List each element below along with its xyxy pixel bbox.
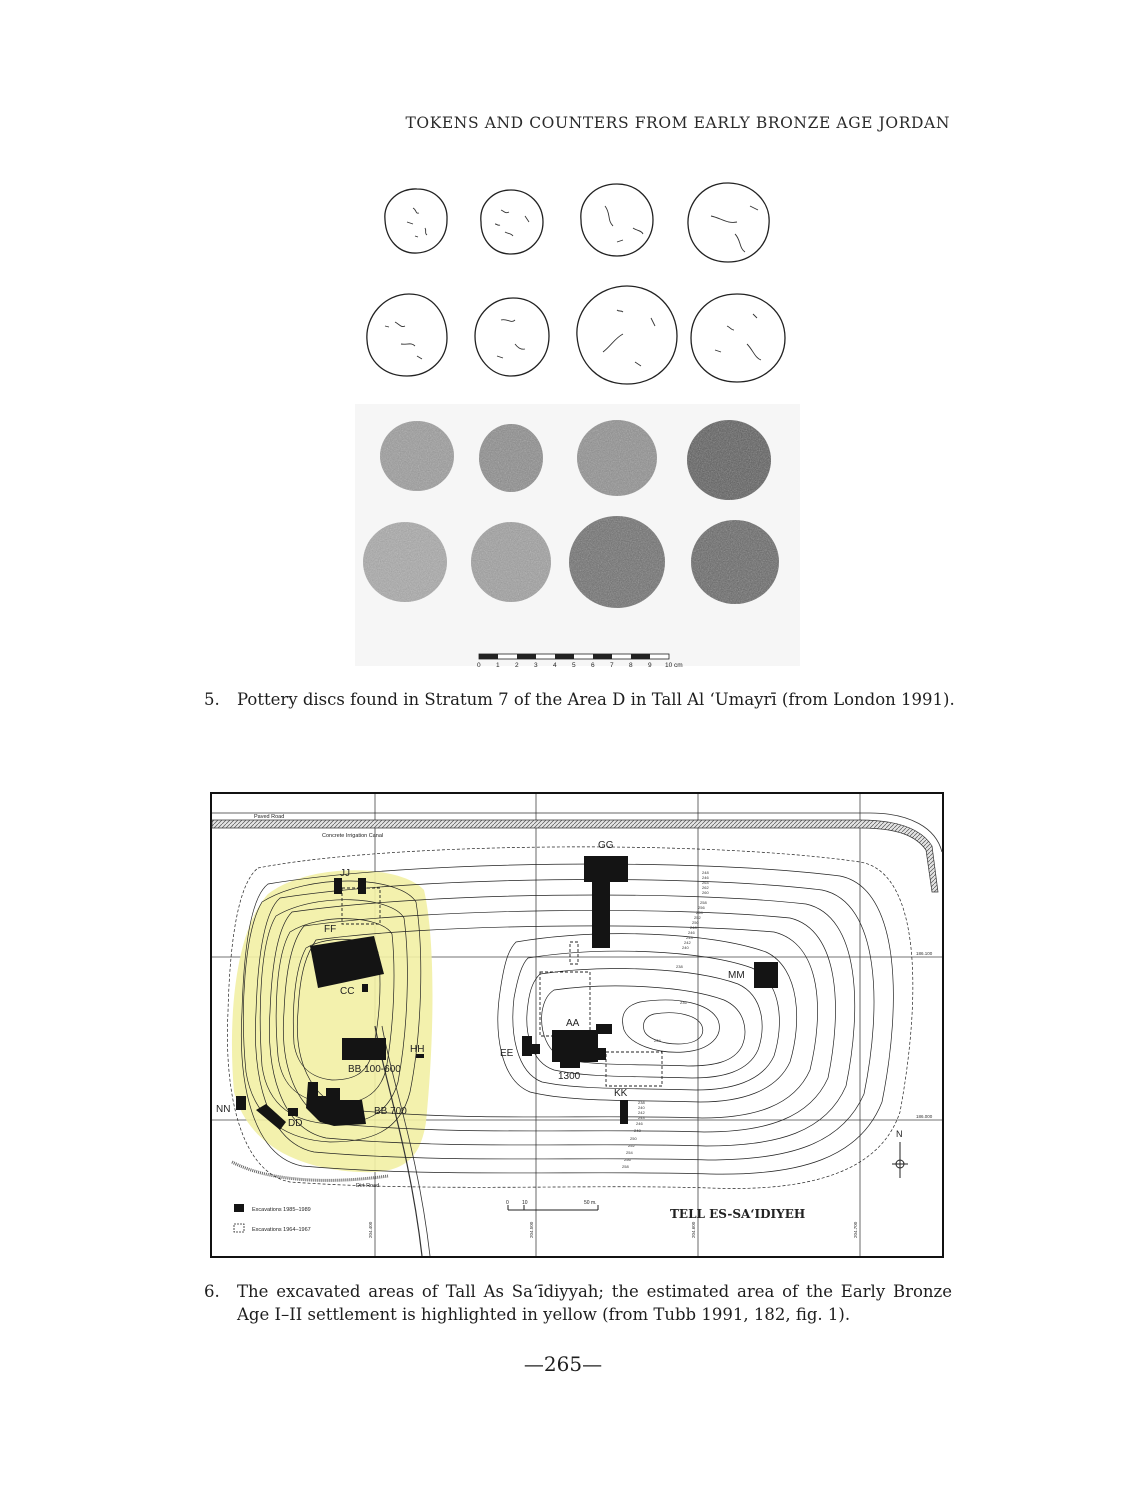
svg-text:250: 250	[630, 1136, 637, 1141]
scale-tick-label: 7	[610, 662, 614, 669]
svg-text:186.100: 186.100	[916, 951, 933, 956]
svg-text:204.700: 204.700	[853, 1221, 858, 1238]
scale-tick-label: 6	[591, 662, 595, 669]
figure-5-pottery-discs	[355, 176, 800, 676]
area-label-1300: 1300	[558, 1071, 581, 1082]
area-label-bb-700: BB 700	[374, 1106, 407, 1117]
road-label: Concrete Irrigation Canal	[322, 833, 384, 839]
svg-text:204.500: 204.500	[529, 1221, 534, 1238]
pottery-discs-illustration	[355, 176, 800, 676]
scale-tick-label: 3	[534, 662, 538, 669]
svg-text:254: 254	[696, 910, 703, 915]
area-label-nn: NN	[216, 1104, 231, 1115]
svg-text:260: 260	[702, 890, 709, 895]
svg-text:256: 256	[624, 1157, 631, 1162]
figure-6-caption	[204, 1280, 952, 1326]
svg-text:50 m.: 50 m.	[584, 1200, 597, 1206]
disc-drawing	[385, 189, 447, 253]
svg-text:252: 252	[694, 915, 701, 920]
svg-text:236: 236	[680, 1000, 687, 1005]
svg-text:248: 248	[690, 925, 697, 930]
caption-text: The excavated areas of Tall As Sa‘īdiyyah; the estimated area of the Early Bronze Age I–II settlement is highlighted in yellow (from Tubb 1991, 182, fig. 1).	[237, 1282, 952, 1324]
svg-text:246: 246	[688, 930, 695, 935]
disc-surface-marks	[385, 206, 761, 366]
legend-label: Excavations 1985–1989	[252, 1207, 311, 1213]
area-label-ff: FF	[324, 924, 337, 935]
disc-drawing	[367, 294, 447, 376]
svg-text:238: 238	[676, 964, 683, 969]
svg-text:254: 254	[626, 1150, 633, 1155]
svg-text:244: 244	[686, 935, 693, 940]
svg-text:242: 242	[684, 940, 691, 945]
svg-text:186.000: 186.000	[916, 1114, 933, 1119]
caption-text: Pottery discs found in Stratum 7 of the Area D in Tall Al ‘Umayrī (from London 1991).	[237, 690, 955, 709]
svg-text:248: 248	[702, 870, 709, 875]
area-label-gg: GG	[598, 840, 614, 851]
svg-text:264: 264	[702, 880, 709, 885]
legend-label: Excavations 1964–1967	[252, 1227, 311, 1233]
svg-text:248: 248	[634, 1128, 641, 1133]
svg-text:246: 246	[702, 875, 709, 880]
scale-tick-label: 1	[496, 662, 500, 669]
svg-text:256: 256	[698, 905, 705, 910]
site-title: TELL ES-SA‘IDIYEH	[670, 1207, 806, 1221]
svg-text:258: 258	[622, 1164, 629, 1169]
disc-drawing	[577, 286, 677, 384]
svg-text:246: 246	[636, 1121, 643, 1126]
svg-text:0: 0	[506, 1200, 509, 1206]
figure-5-caption	[204, 688, 964, 711]
svg-text:238: 238	[638, 1100, 645, 1105]
north-label: N	[896, 1129, 903, 1139]
svg-text:262: 262	[702, 885, 709, 890]
svg-text:258: 258	[700, 900, 707, 905]
svg-text:242: 242	[638, 1110, 645, 1115]
road-label: Dirt Road	[356, 1183, 380, 1189]
area-label-jj: JJ	[340, 868, 350, 879]
disc-drawing	[688, 183, 769, 262]
area-label-dd: DD	[288, 1118, 303, 1129]
caption-number: 5.	[204, 690, 220, 709]
disc-drawing	[581, 184, 653, 256]
area-label-bb-100-600: BB 100-600	[348, 1064, 401, 1075]
svg-text:240: 240	[638, 1105, 645, 1110]
disc-drawing	[691, 294, 785, 382]
area-label-kk: KK	[614, 1088, 628, 1099]
area-label-cc: CC	[340, 986, 355, 997]
running-head: TOKENS AND COUNTERS FROM EARLY BRONZE AGE JORDAN	[405, 114, 950, 132]
disc-drawings	[367, 183, 785, 384]
svg-text:244: 244	[638, 1115, 645, 1120]
site-plan-map	[210, 792, 944, 1258]
area-label-hh: HH	[410, 1044, 425, 1055]
page-number: —265—	[523, 1352, 603, 1376]
disc-drawing	[481, 190, 543, 254]
scale-tick-label: 8	[629, 662, 633, 669]
road-label: Paved Road	[254, 814, 285, 820]
area-label-mm: MM	[728, 970, 745, 981]
scale-tick-label: 0	[477, 662, 481, 669]
caption-number: 6.	[204, 1282, 220, 1301]
svg-text:204.400: 204.400	[368, 1221, 373, 1238]
area-label-aa: AA	[566, 1018, 580, 1029]
scale-tick-label: 4	[553, 662, 557, 669]
svg-text:234: 234	[654, 1038, 661, 1043]
disc-drawing	[475, 298, 549, 376]
svg-text:250: 250	[692, 920, 699, 925]
scale-tick-label: 9	[648, 662, 652, 669]
scale-tick-label: 2	[515, 662, 519, 669]
scale-tick-label: 10 cm	[665, 662, 683, 669]
svg-text:10: 10	[522, 1200, 528, 1206]
figure-6-site-plan	[210, 792, 944, 1258]
svg-text:252: 252	[628, 1143, 635, 1148]
area-label-ee: EE	[500, 1048, 514, 1059]
scale-tick-label: 5	[572, 662, 576, 669]
svg-text:204.600: 204.600	[691, 1221, 696, 1238]
svg-text:240: 240	[682, 945, 689, 950]
